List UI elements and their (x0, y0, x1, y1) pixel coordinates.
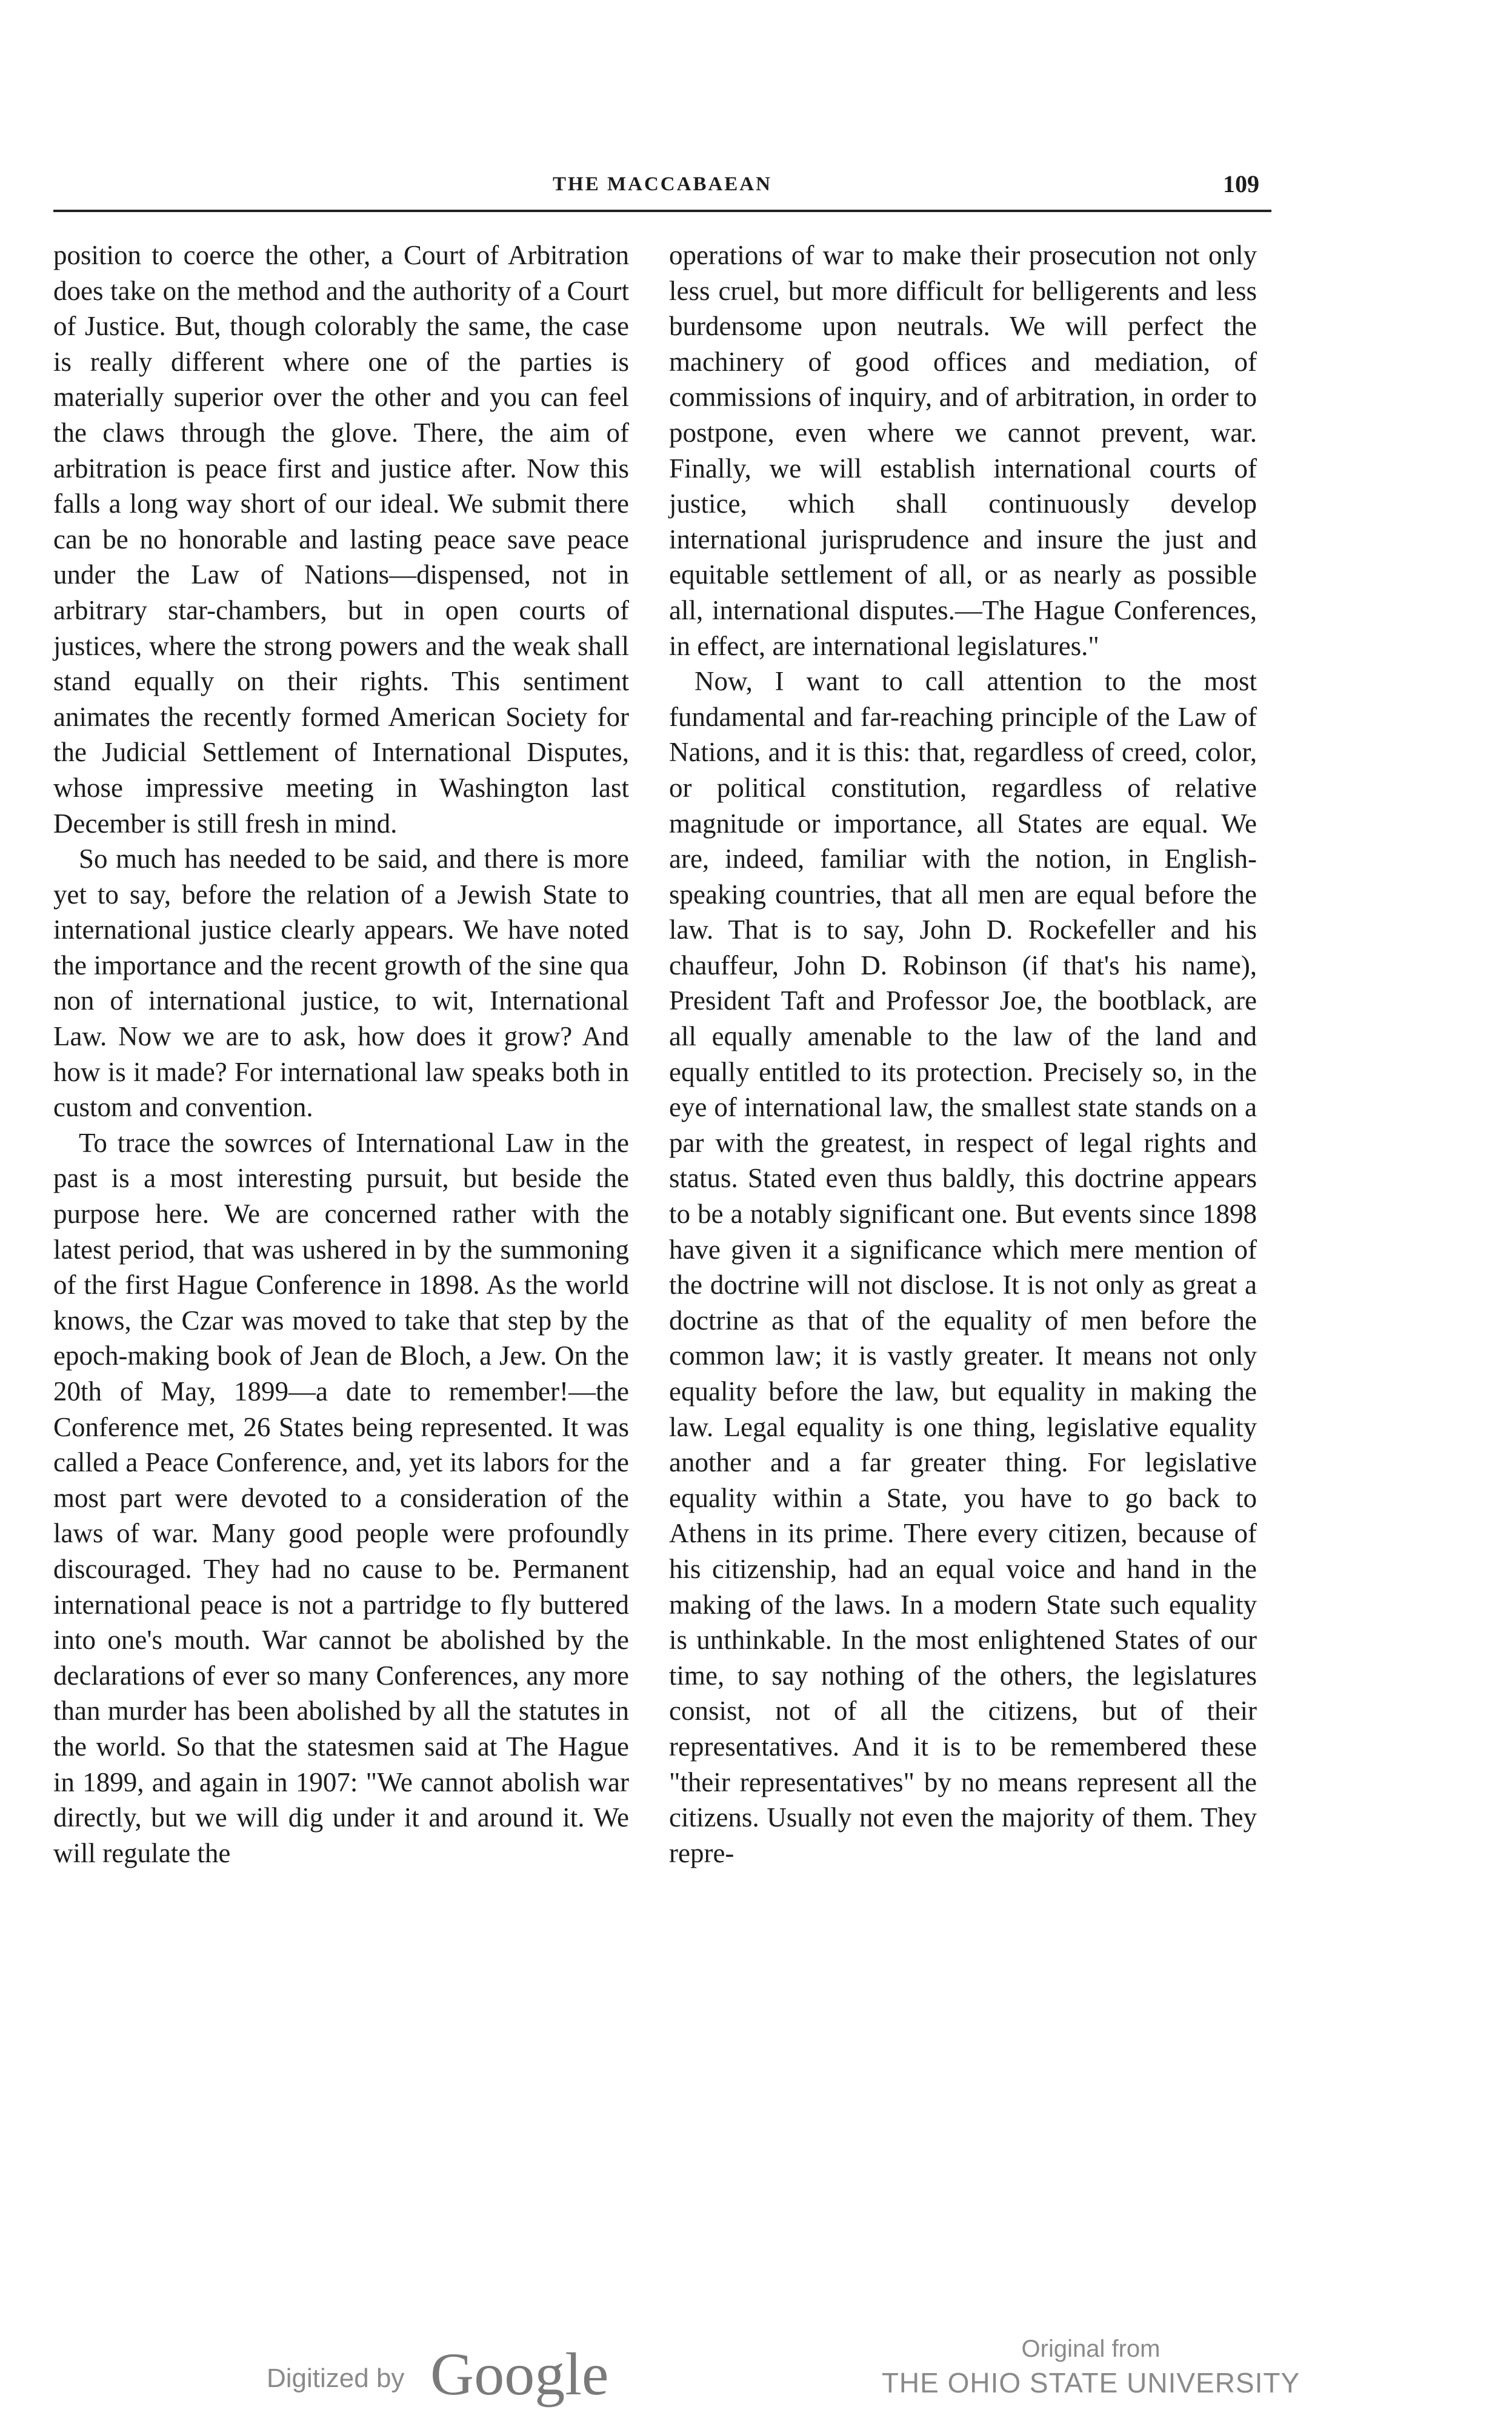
left-column (53, 238, 629, 1871)
paragraph: Now, I want to call attention to the most fundamental and far-reaching principle of the Law of Nations, and it is this: that, regardless of creed, color, or political constitution, regardless of relative magnitude or importance, all States are equal. We are, indeed, familiar with the notion, in English-speaking countries, that all men are equal before the law. That is to say, John D. Rockefeller and his chauffeur, John D. Robinson (if that's his name), President Taft and Professor Joe, the bootblack, are all equally amenable to the law of the land and equally entitled to its protection. Precisely so, in the eye of international law, the smallest state stands on a par with the greatest, in respect of legal rights and status. Stated even thus baldly, this doctrine appears to be a notably significant one. But events since 1898 have given it a significance which mere mention of the doctrine will not disclose. It is not only as great a doctrine as that of the equality of men before the common law; it is vastly greater. It means not only equality before the law, but equality in making the law. Legal equality is one thing, legislative equality another and a far greater thing. For legislative equality within a State, you have to go back to Athens in its prime. There every citizen, because of his citizenship, had an equal voice and hand in the making of the laws. In a modern State such equality is unthinkable. In the most enlightened States of our time, to say nothing of the others, the legislatures consist, not of all the citizens, but of their representatives. And it is to be remembered these "their representatives" by no means represent all the citizens. Usually not even the majority of them. They repre- (669, 666, 1257, 1868)
header-rule (53, 210, 1271, 212)
google-logo: Google (430, 2340, 609, 2408)
paragraph: operations of war to make their prosecution not only less cruel, but more difficult for belligerents and less burdensome upon neutrals. We will perfect the machinery of good offices and mediation, of commissions of inquiry, and of arbitration, in order to postpone, even where we cannot prevent, war. Finally, we will establish international courts of justice, which shall continuously develop international jurisprudence and insure the just and equitable settlement of all, or as nearly as possible all, international disputes.—The Hague Conferences, in effect, are international legislatures." (669, 240, 1257, 661)
original-from-label: Original from (1021, 2336, 1161, 2362)
source-attribution (848, 2333, 1333, 2401)
digitized-by-watermark (242, 2339, 630, 2406)
page-number: 109 (1223, 170, 1259, 198)
paragraph: So much has needed to be said, and there is more yet to say, before the relation of a Jewish State to international justice clearly appears. We have noted the importance and the recent growth of the sine qua non of international justice, to wit, International Law. Now we are to ask, how does it grow? And how is it made? For international law speaks both in custom and convention. (53, 844, 629, 1123)
running-head: THE MACCABAEAN (553, 173, 772, 195)
right-column (669, 238, 1257, 1871)
digitized-by-label: Digitized by (267, 2363, 405, 2393)
university-label: THE OHIO STATE UNIVERSITY (881, 2367, 1301, 2399)
paragraph: position to coerce the other, a Court of Arbitration does take on the method and the authority of a Court of Justice. But, though colorably the same, the case is really different where one of the parties is materially superior over the other and you can feel the claws through the glove. There, the aim of arbitration is peace first and justice after. Now this falls a long way short of our ideal. We submit there can be no honorable and lasting peace save peace under the Law of Nations—dispensed, not in arbitrary star-chambers, but in open courts of justices, where the strong powers and the weak shall stand equally on their rights. This sentiment animates the recently formed American Society for the Judicial Settlement of International Disputes, whose impressive meeting in Washington last December is still fresh in mind. (53, 240, 629, 839)
page-header (53, 170, 1271, 210)
paragraph: To trace the sowrces of International Law in the past is a most interesting pursuit, but beside the purpose here. We are concerned rather with the latest period, that was ushered in by the summoning of the first Hague Conference in 1898. As the world knows, the Czar was moved to take that step by the epoch-making book of Jean de Bloch, a Jew. On the 20th of May, 1899—a date to remember!—the Conference met, 26 States being represented. It was called a Peace Conference, and, yet its labors for the most part were devoted to a consideration of the laws of war. Many good people were profoundly discouraged. They had no cause to be. Permanent international peace is not a partridge to fly buttered into one's mouth. War cannot be abolished by the declarations of ever so many Conferences, any more than murder has been abolished by all the statutes in the world. So that the statesmen said at The Hague in 1899, and again in 1907: "We cannot abolish war directly, but we will dig under it and around it. We will regulate the (53, 1127, 629, 1868)
